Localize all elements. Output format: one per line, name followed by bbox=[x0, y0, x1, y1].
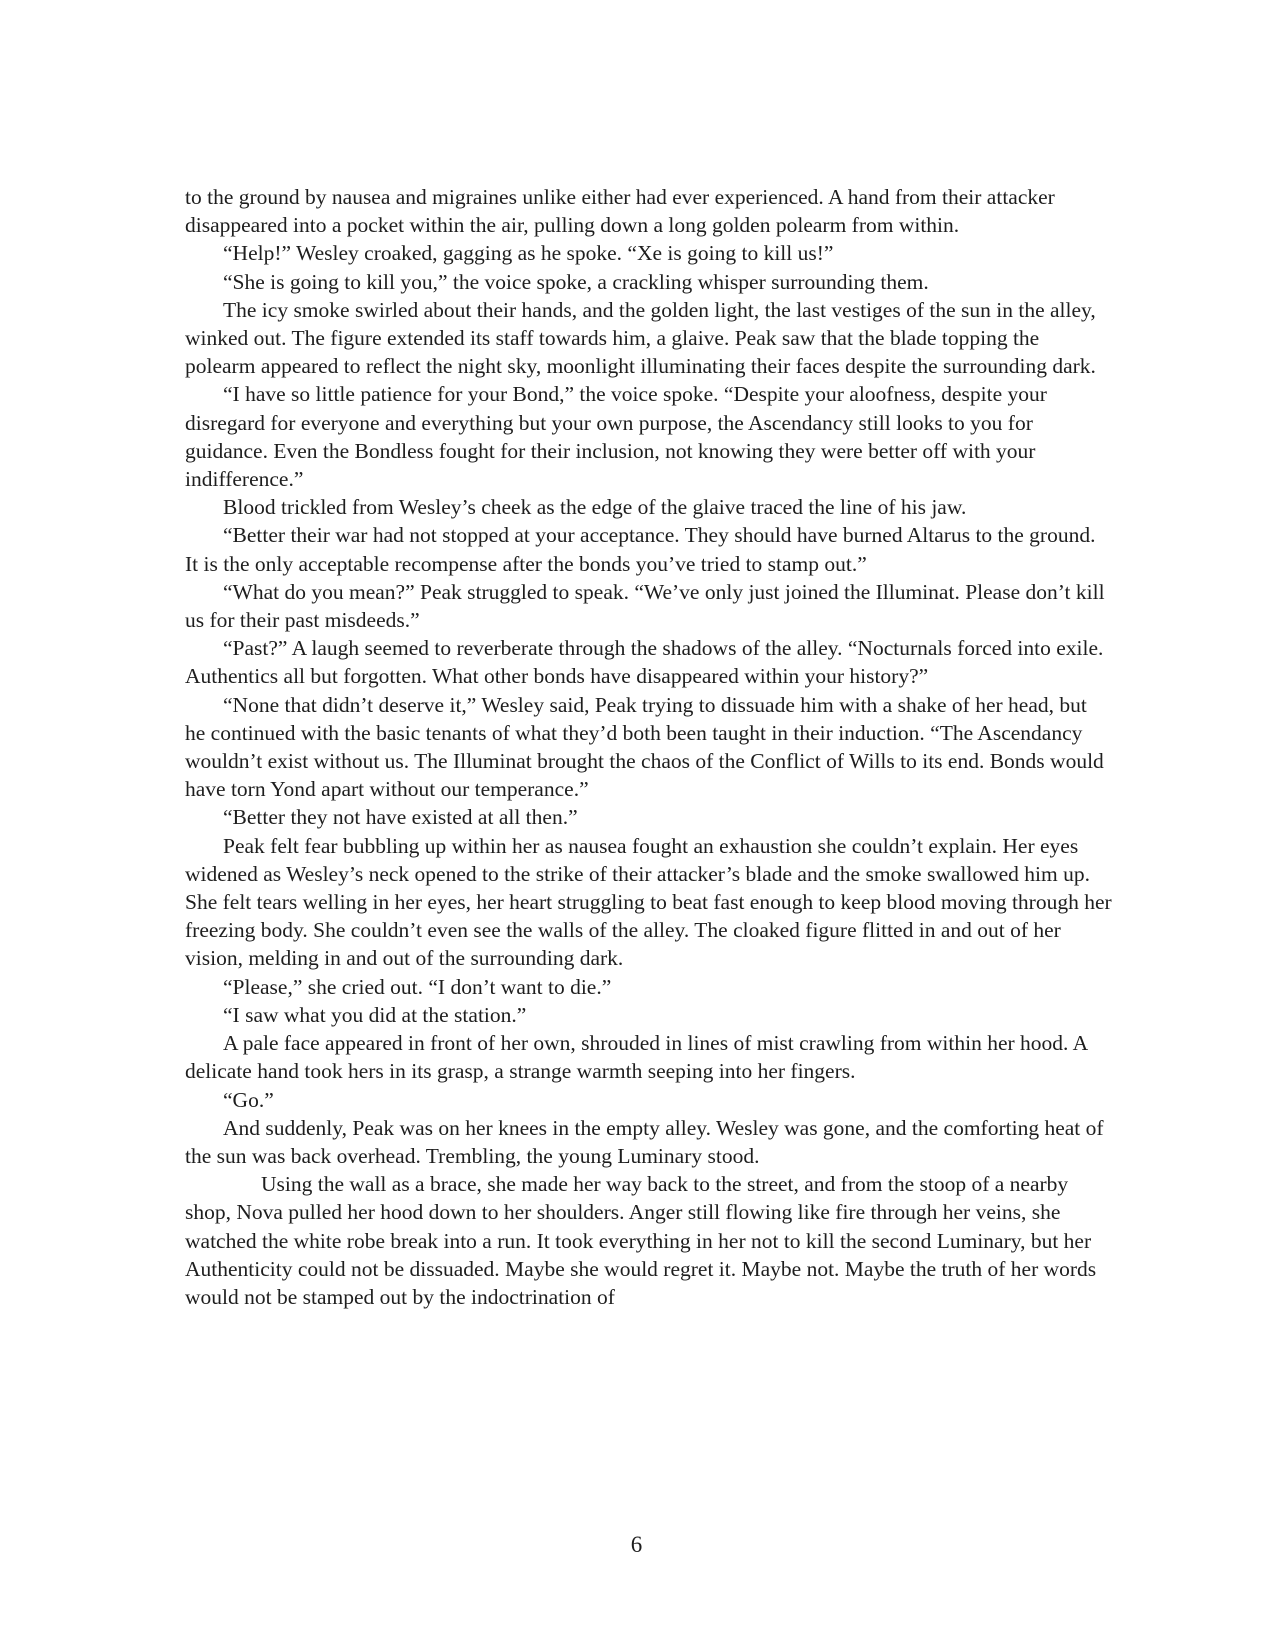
body-text bbox=[185, 183, 1112, 1311]
paragraph: The icy smoke swirled about their hands, and the golden light, the last vestiges of the sun in the alley, winked out. The figure extended its staff towards him, a glaive. Peak saw that the blade topping the polearm appeared to reflect the night sky, moonlight illuminating their faces despite the surrounding dark. bbox=[185, 297, 1096, 379]
paragraph: to the ground by nausea and migraines unlike either had ever experienced. A hand from their attacker disappeared into a pocket within the air, pulling down a long golden polearm from within. bbox=[185, 185, 1055, 238]
paragraph: “She is going to kill you,” the voice spoke, a crackling whisper surrounding them. bbox=[223, 269, 929, 294]
paragraph: Blood trickled from Wesley’s cheek as the edge of the glaive traced the line of his jaw. bbox=[223, 495, 967, 520]
paragraph: “I saw what you did at the station.” bbox=[223, 1002, 527, 1027]
paragraph: Using the wall as a brace, she made her way back to the street, and from the stoop of a nearby shop, Nova pulled her hood down to her shoulders. Anger still flowing like fire through her veins, she watched the white robe break into a run. It took everything in her not to kill the second Luminary, but her Authenticity could not be dissuaded. Maybe she would regret it. Maybe not. Maybe the truth of her words would not be stamped out by the indoctrination of bbox=[185, 1172, 1097, 1309]
paragraph: “None that didn’t deserve it,” Wesley said, Peak trying to dissuade him with a shake of her head, but he continued with the basic tenants of what they’d both been taught in their induction. “The Ascendancy wouldn’t exist without us. The Illuminat brought the chaos of the Conflict of Wills to its end. Bonds would have torn Yond apart without our temperance.” bbox=[185, 692, 1104, 802]
page-number: 6 bbox=[630, 1532, 643, 1557]
paragraph: “I have so little patience for your Bond,” the voice spoke. “Despite your aloofness, despite your disregard for everyone and everything but your own purpose, the Ascendancy still looks to you for guidance. Even the Bondless fought for their inclusion, not knowing they were better off with your indifference.” bbox=[185, 382, 1047, 492]
paragraph: “Please,” she cried out. “I don’t want to die.” bbox=[223, 974, 612, 999]
paragraph: “Better they not have existed at all then.” bbox=[223, 805, 578, 830]
paragraph: “Better their war had not stopped at your acceptance. They should have burned Altarus to the ground. It is the only acceptable recompense after the bonds you’ve tried to stamp out.” bbox=[185, 523, 1096, 576]
paragraph: Peak felt fear bubbling up within her as nausea fought an exhaustion she couldn’t explain. Her eyes widened as Wesley’s neck opened to the strike of their attacker’s blade and the smoke swallowed him up. She felt tears welling in her eyes, her heart struggling to beat fast enough to keep blood moving through her freezing body. She couldn’t even see the walls of the alley. The cloaked figure flitted in and out of her vision, melding in and out of the surrounding dark. bbox=[185, 833, 1112, 971]
paragraph: “Past?” A laugh seemed to reverberate through the shadows of the alley. “Nocturnals forced into exile. Authentics all but forgotten. What other bonds have disappeared within your history?” bbox=[185, 636, 1104, 689]
paragraph: “Go.” bbox=[223, 1087, 274, 1112]
paragraph: “Help!” Wesley croaked, gagging as he spoke. “Xe is going to kill us!” bbox=[223, 241, 834, 266]
paragraph: “What do you mean?” Peak struggled to speak. “We’ve only just joined the Illuminat. Please don’t kill us for their past misdeeds.” bbox=[185, 579, 1105, 633]
paragraph: And suddenly, Peak was on her knees in the empty alley. Wesley was gone, and the comforting heat of the sun was back overhead. Trembling, the young Luminary stood. bbox=[185, 1115, 1104, 1168]
paragraph: A pale face appeared in front of her own, shrouded in lines of mist crawling from within her hood. A delicate hand took hers in its grasp, a strange warmth seeping into her fingers. bbox=[185, 1031, 1087, 1084]
